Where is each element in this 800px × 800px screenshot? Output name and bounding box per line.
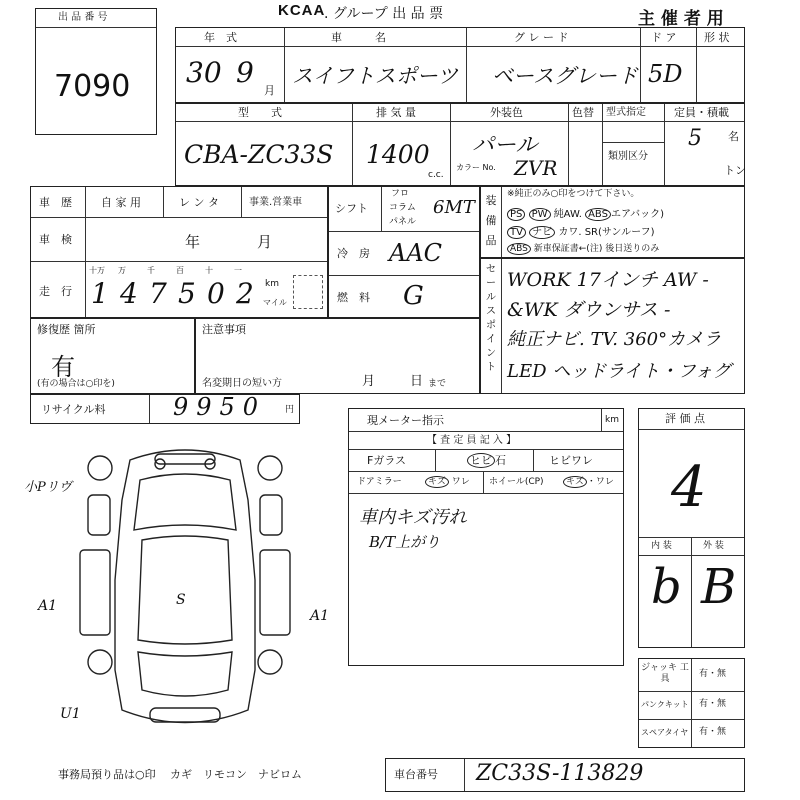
capacity-value: 5 [688, 126, 702, 151]
caution-label: 注意事項 [202, 323, 246, 336]
ac-value: AAC [389, 239, 443, 267]
ton-unit: トン [724, 164, 746, 177]
deadline-until: まで [428, 379, 447, 389]
mileage-digit: 7 [149, 277, 167, 310]
model-designation-label: 型式指定 [606, 107, 646, 118]
equipment-line-3 [507, 241, 659, 254]
mileage-digit-label: 一 [234, 266, 242, 275]
km-unit: km [265, 279, 279, 289]
make-label: 車 名 [331, 31, 386, 44]
interior-score: b [651, 559, 682, 615]
history-opt-business: 事業.営業車 [249, 197, 303, 208]
sales-point-line-1: WORK 17インチ AW - [507, 269, 709, 291]
equipment-box [480, 186, 745, 258]
shift-table [328, 186, 480, 318]
model-label: 型 式 [238, 106, 282, 119]
vehicle-basic-table [175, 27, 745, 103]
score-box [638, 408, 745, 648]
sales-point-line-2: &WK ダウンサス - [507, 299, 671, 321]
lot-number-value: 7090 [54, 69, 131, 104]
inspection-year-unit: 年 [185, 233, 201, 251]
shift-opt-panel: パネル [389, 217, 417, 227]
seats-unit: 名 [728, 130, 739, 143]
mileage-digit-label: 万 [118, 266, 126, 275]
meter-note-2: B/T上がり [369, 533, 441, 551]
color-no-label: カラー No. [456, 163, 496, 172]
equipment-note: ※純正のみ○印をつけて下さい。 [507, 189, 640, 199]
caution-box [195, 318, 480, 394]
year-value: 30 [186, 56, 222, 89]
shift-value: 6MT [433, 197, 475, 218]
mileage-digit: 4 [120, 277, 138, 310]
equip-navi: ナビ [529, 226, 555, 239]
inspection-month-unit: 月 [257, 233, 273, 251]
equip-pw: PW [529, 208, 551, 221]
sales-point-label: セ ー ル ス ポ イ ン ト [486, 264, 496, 373]
deadline-label: 名変期日の短い方 [202, 378, 282, 389]
classification-label: 類別区分 [608, 151, 648, 162]
month-unit: 月 [264, 84, 275, 97]
recycle-box [30, 394, 300, 424]
mirror-label: ドアミラー [357, 477, 402, 487]
meter-box [348, 408, 624, 666]
jack-label: ジャッキ 工 具 [641, 663, 689, 684]
fuel-value: G [403, 281, 424, 311]
exterior-score: B [701, 559, 737, 615]
score-label: 評 価 点 [665, 412, 705, 425]
repair-value: 有 [51, 353, 75, 381]
ac-label: 冷 房 [337, 247, 370, 260]
recycle-unit: 円 [285, 405, 295, 415]
glass-opt-crack-break: ヒビワレ [549, 454, 593, 467]
mileage-digit: 0 [207, 277, 225, 310]
history-table [30, 186, 328, 318]
office-items: カギ リモコン ナビロム [170, 768, 302, 781]
grade-value: ベースグレード [492, 64, 638, 88]
color-value: パール [472, 133, 538, 158]
spare-tire-label: スペアタイヤ [641, 728, 689, 737]
deadline-month-unit: 月 [362, 374, 376, 389]
equip-airbag: エアバック) [610, 209, 665, 220]
equipment-line-1 [507, 205, 664, 220]
deadline-day-unit: 日 [410, 374, 424, 389]
fuel-label: 燃 料 [337, 291, 370, 304]
score-value: 4 [671, 455, 707, 520]
puncture-kit-label: パンクキット [641, 700, 689, 709]
exterior-label: 外 装 [703, 541, 724, 551]
equip-abs-2: ABS [507, 243, 531, 255]
meter-note-1: 車内キズ汚れ [359, 507, 467, 528]
equip-abs: ABS [585, 208, 611, 221]
sheet-title: . グループ 出 品 票 [324, 6, 444, 22]
lot-number-box [35, 8, 157, 135]
inspection-label: 車 検 [39, 233, 72, 246]
history-opt-private: 自 家 用 [101, 196, 141, 209]
equip-sunroof: SR(サンルーフ) [584, 227, 655, 238]
grade-label: グ レ ー ド [514, 31, 569, 44]
mileage-digit-label: 百 [176, 266, 184, 275]
mark-front-right: A1 [310, 608, 330, 624]
office-note: 事務局預り品は○印 [58, 768, 156, 781]
equip-aw: 純AW. [553, 209, 582, 220]
car-name-value: スイフトスポーツ [292, 64, 458, 88]
chassis-box [385, 758, 745, 792]
doors-value: 5D [648, 60, 683, 88]
equip-warranty: 新車保証書←(注) 後日送りのみ [533, 244, 660, 254]
mark-rear-left: U1 [60, 706, 81, 722]
color-no-value: ZVR [514, 156, 558, 180]
organizer-label: 主 催 者 用 [638, 9, 724, 29]
mileage-digit-label: 十 [205, 266, 213, 275]
mileage-digit: 5 [178, 277, 196, 310]
spare-tire-value: 有・無 [699, 727, 727, 737]
puncture-kit-value: 有・無 [699, 699, 727, 709]
model-value: CBA-ZC33S [184, 140, 334, 169]
recycle-label: リサイクル料 [41, 403, 106, 416]
chassis-label: 車台番号 [394, 768, 438, 781]
meter-km-unit: km [605, 415, 619, 425]
vehicle-spec-table [175, 103, 745, 186]
mark-roof: S [176, 592, 186, 608]
mileage-label: 走 行 [39, 285, 72, 298]
displacement-value: 1400 [366, 140, 430, 169]
mileage-digit-label: 十万 [89, 266, 105, 275]
chassis-value: ZC33S-113829 [476, 761, 644, 786]
mileage-digit: 1 [91, 277, 109, 310]
tools-box [638, 658, 745, 748]
sales-point-line-3: 純正ナビ. TV. 360°カメラ [507, 329, 722, 350]
color-change-label: 色替 [572, 106, 594, 119]
shift-opt-column: コラム [389, 203, 416, 213]
mirror-opts: キズ ワレ [425, 477, 470, 488]
sales-point-line-4: LED ヘッドライト・フォグ [507, 361, 731, 382]
mark-front-left: A1 [38, 598, 58, 614]
glass-label: Fガラス [367, 454, 406, 467]
shape-label: 形 状 [704, 31, 730, 44]
car-damage-diagram [60, 440, 320, 740]
exterior-color-label: 外装色 [490, 106, 523, 119]
mileage-digit: 2 [236, 277, 254, 310]
recycle-value: 9950 [173, 393, 267, 421]
wheel-label: ホイール(CP) [489, 477, 544, 487]
repair-note: (有の場合は○印を) [37, 379, 115, 389]
equipment-label: 装 備 品 [485, 194, 497, 247]
mileage-digit-label: 千 [147, 266, 155, 275]
jack-value: 有・無 [699, 669, 727, 679]
doors-label: ド ア [651, 31, 677, 44]
equip-tv: TV [507, 226, 526, 239]
brand-logo: KCAA [278, 2, 326, 19]
front-spoiler-note: 小Pリヴ [24, 480, 72, 495]
mile-checkbox [293, 275, 323, 309]
glass-opt-crack: ヒビ 石 [467, 454, 506, 467]
equip-leather: カワ. [558, 227, 582, 238]
repair-label: 修復歴 箇所 [37, 323, 96, 336]
shift-label: シフト [335, 202, 368, 215]
equip-ps: PS [507, 208, 525, 221]
cc-unit: c.c. [428, 170, 444, 180]
lot-number-label: 出 品 番 号 [58, 12, 108, 23]
sales-point-box [480, 258, 745, 394]
inspector-label: 【 査 定 員 記 入 】 [427, 435, 517, 446]
month-value: 9 [236, 56, 254, 89]
displacement-label: 排 気 量 [376, 106, 416, 119]
interior-label: 内 装 [651, 541, 672, 551]
equipment-line-2 [507, 223, 655, 238]
meter-label: 現メーター指示 [367, 414, 444, 427]
year-label: 年 式 [204, 31, 237, 44]
wheel-opts: キズ ・ワレ [563, 477, 614, 488]
history-opt-rental: レ ン タ [179, 196, 219, 209]
shift-opt-floor: フロ [391, 189, 410, 199]
capacity-label: 定員・積載 [674, 106, 729, 119]
history-label: 車 歴 [39, 196, 72, 209]
mile-unit: マイル [263, 298, 287, 307]
repair-box [30, 318, 195, 394]
